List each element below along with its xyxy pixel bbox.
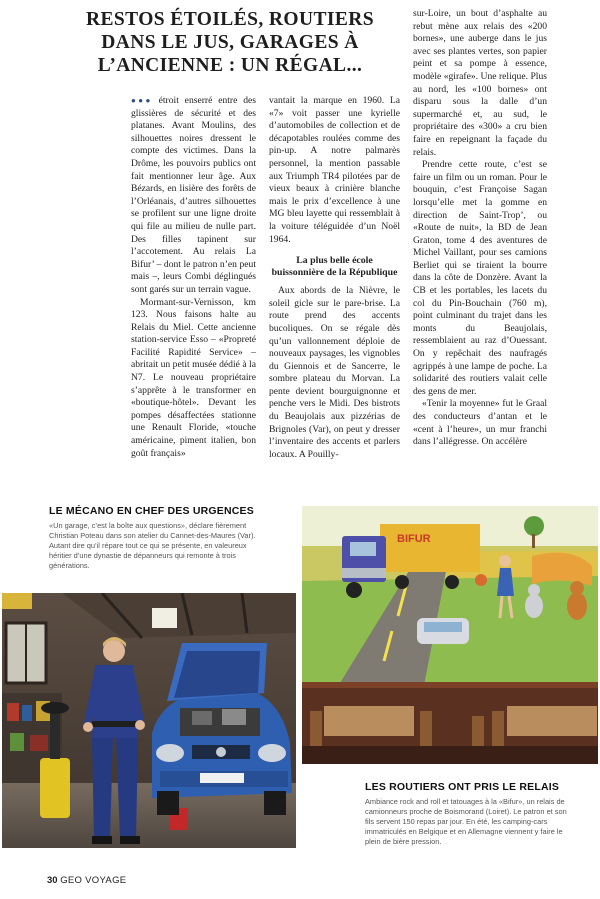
paragraph-text: étroit enserré entre des glissières de sécurité et des platanes. Avant Moulins, des silhouettes noires dressent le compte des victimes. Dans la Drôme, les pouvoirs publics ont fait mentionner leur âge. Aux Bézards, en lisière des forêts de l’Orléanais, d’autres silhouettes se profilent sur une ligne droite qui file au milieu de nulle part. Des filles tapinent sur l’accotement. Au relais La Bifur’ – dont le patron n’en peut mais –, leurs Combi déglingués sont garés sur un terrain vague. (131, 95, 256, 295)
paragraph: «Tenir la moyenne» fut le Graal des conducteurs d’antan et le «cent à l’heure», un mur franchi dans l’allégresse. On accélère (413, 398, 547, 448)
page-folio (47, 875, 126, 886)
paragraph: sur-Loire, un bout d’asphalte au rebut mène aux relais des «200 bornes», une auberge dans le jus avec ses plantes vertes, son papier peint et sa pompe à essence, modèle «girafe». Une relique. Plus au nord, les «100 bornes» ont disparu sous la dalle d’un supermarché et, au sud, le propriétaire des «300» a cru bien faire en repeignant la façade du relais. (413, 8, 547, 158)
section-subheading: La plus belle école buissonnière de la République (271, 255, 398, 279)
garage-photo (2, 593, 296, 848)
caption-text-relais: Ambiance rock and roll et tatouages à la «Bifur», un relais de camionneurs proche de Boismorand (Loiret). Le patron et son fils servent 150 repas par jour. En été, les camping-cars immatriculés en Belgique et en Allemagne viennent y faire le plein de bière pression. (365, 797, 567, 846)
page-number: 30 (47, 875, 58, 886)
caption-title-relais: LES ROUTIERS ONT PRIS LE RELAIS (365, 781, 560, 793)
lead-marker: ●●● (131, 96, 153, 105)
garage-illustration (2, 593, 296, 848)
text-column-1 (131, 95, 256, 460)
paragraph: Prendre cette route, c’est se faire un film ou un roman. Pour le bouquin, c’est Françoise Sagan lorsqu’elle met la gomme en direction de Saint-Trop’, ou «Route de nuit», la BD de Jean Graton, tome 4 des aventures de Michel Vaillant, pour ses camions Berliet qui se tiraient la bourre dans la côte de Donzère. Avant la CB et les portables, les lacets du col du Pin-Bouchain (760 m), point culminant du trajet dans les monts du Beaujolais, ressemblaient au raz d’Ouessant. On y repêchait des naufragés agrippés à une lampe de poche. La solidarité des routiers valait celle des gens de mer. (413, 159, 547, 397)
text-column-2 (269, 95, 400, 461)
caption-title-mechanic: LE MÉCANO EN CHEF DES URGENCES (49, 505, 254, 517)
article-headline: RESTOS ÉTOILÉS, ROUTIERS DANS LE JUS, GARAGES À L’ANCIENNE : UN RÉGAL... (86, 9, 374, 76)
mural-photo (302, 506, 598, 764)
paragraph: Aux abords de la Nièvre, le soleil gicle sur le pare-brise. La route prend des accents bucoliques. On se régale dès qu’un vallonnement déploie de nouveaux paysages, les vignobles du Giennois et de Sancerre, le sombre plateau du Morvan. La pente devient bourguignonne et penche vers le Midi. Des bistrots du Beaujolais aux pizzérias de Brignoles (Var), on peut y dresser l’inventaire des accents et parlers locaux. A Pouilly- (269, 285, 400, 460)
mural-illustration (302, 506, 598, 764)
caption-text-mechanic: «Un garage, c’est la boîte aux questions», déclare fièrement Christian Poteau dans son atelier du Cannet-des-Maures (Var). Autant dire qu’il répare tout ce qui se présente, en valeureux héritier d’une dynastie de dépanneurs qui remonte à trois générations. (49, 521, 256, 570)
mural-truck-text: BIFUR (397, 533, 431, 545)
magazine-name: GEO VOYAGE (60, 875, 127, 886)
paragraph: Mormant-sur-Vernisson, km 123. Nous faisons halte au Relais du Miel. Cette ancienne station-service Esso – «Propreté Facilité Rapidité Service» – abritait un petit musée dédié à la N7. Le nouveau propriétaire s’apprête à le transformer en «boutique-hôtel». Devant les pompes désaffectées stationne une Renault Floride, «touche américaine, piment italien, bon goût français» (131, 296, 256, 459)
text-column-3 (413, 8, 547, 449)
paragraph (131, 95, 256, 297)
paragraph: vantait la marque en 1960. La «7» voit passer une kyrielle d’automobiles de collection et de décapotables roulées comme des pin-up. A notre palmarès personnel, la mention passable aux Triumph TR4 pilotées par de vieux beaux à crinière blanche mais le prix d’excellence à une MG bleu layette qui ressemblait à la voiture téléguidée d’un Noël 1964. (269, 95, 400, 245)
